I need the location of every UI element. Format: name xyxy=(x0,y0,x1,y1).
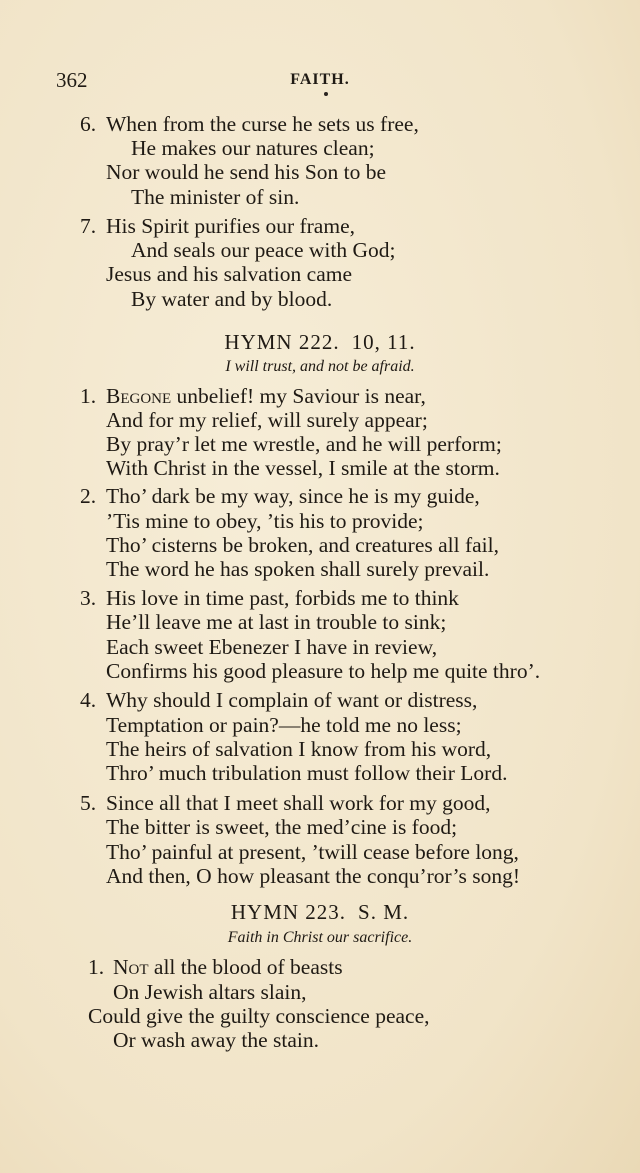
verse-line: The word he has spoken shall surely prevail. xyxy=(106,557,490,581)
verse-line xyxy=(106,384,426,408)
first-word: Begone xyxy=(106,384,172,408)
verse-line: His love in time past, forbids me to think xyxy=(106,586,459,610)
running-head: FAITH. xyxy=(290,71,350,88)
verse-line: Tho’ cisterns be broken, and creatures all fail, xyxy=(106,533,500,557)
hymn-title xyxy=(0,330,640,355)
verse-line: The heirs of salvation I know from his word, xyxy=(106,737,492,761)
stanza-number: 7. xyxy=(80,214,97,238)
verse-line: When from the curse he sets us free, xyxy=(106,112,419,136)
verse-line: ’Tis mine to obey, ’tis his to provide; xyxy=(106,509,424,533)
verse-line: Or wash away the stain. xyxy=(113,1028,319,1052)
verse-line: Each sweet Ebenezer I have in review, xyxy=(106,635,438,659)
hymn-subtitle: Faith in Christ our sacrifice. xyxy=(227,929,413,946)
stanza-number: 6. xyxy=(80,112,97,136)
hymn-number: HYMN 222. xyxy=(224,330,340,354)
verse-line: Nor would he send his Son to be xyxy=(106,160,387,184)
stanza-number: 4. xyxy=(80,688,97,712)
verse-line: He’ll leave me at last in trouble to sink; xyxy=(106,610,447,634)
verse-line: And for my relief, will surely appear; xyxy=(106,408,428,432)
verse-line: With Christ in the vessel, I smile at the storm. xyxy=(106,456,500,480)
verse-line: The minister of sin. xyxy=(131,185,300,209)
stanza-number: 5. xyxy=(80,791,97,815)
verse-line: Confirms his good pleasure to help me quite thro’. xyxy=(106,659,541,683)
first-word: Not xyxy=(113,955,149,979)
verse-line: Tho’ painful at present, ’twill cease before long, xyxy=(106,840,519,864)
stanza-number: 1. xyxy=(88,955,105,979)
verse-line: Temptation or pain?—he told me no less; xyxy=(106,713,462,737)
verse-line: He makes our natures clean; xyxy=(131,136,375,160)
hymn-meter: 10, 11. xyxy=(351,330,416,354)
stanza-number: 2. xyxy=(80,484,97,508)
verse-line: By pray’r let me wrestle, and he will perform; xyxy=(106,432,502,456)
page-header xyxy=(0,68,640,98)
verse-line xyxy=(113,955,343,979)
verse-line: By water and by blood. xyxy=(131,287,333,311)
printer-dot xyxy=(324,92,328,96)
verse-line: On Jewish altars slain, xyxy=(113,980,307,1004)
hymn-number: HYMN 223. xyxy=(230,900,347,924)
hymn-meter: S. M. xyxy=(358,900,410,924)
verse-line: His Spirit purifies our frame, xyxy=(106,214,355,238)
verse-line: And seals our peace with God; xyxy=(131,238,396,262)
verse-line: Thro’ much tribulation must follow their Lord. xyxy=(106,761,508,785)
verse-line: Tho’ dark be my way, since he is my guide, xyxy=(106,484,480,508)
hymn-title xyxy=(0,900,640,925)
stanza-number: 1. xyxy=(80,384,97,408)
verse-line: The bitter is sweet, the med’cine is food; xyxy=(106,815,458,839)
verse-line: Jesus and his salvation came xyxy=(106,262,353,286)
verse-line: Since all that I meet shall work for my good, xyxy=(106,791,491,815)
verse-text: all the blood of beasts xyxy=(148,955,343,979)
verse-line: Could give the guilty conscience peace, xyxy=(88,1004,430,1028)
stanza-number: 3. xyxy=(80,586,97,610)
verse-line: Why should I complain of want or distress, xyxy=(106,688,478,712)
verse-line: And then, O how pleasant the conqu’ror’s song! xyxy=(106,864,520,888)
hymn-subtitle: I will trust, and not be afraid. xyxy=(225,358,415,375)
verse-text: unbelief! my Saviour is near, xyxy=(171,384,426,408)
page-number: 362 xyxy=(56,68,88,92)
